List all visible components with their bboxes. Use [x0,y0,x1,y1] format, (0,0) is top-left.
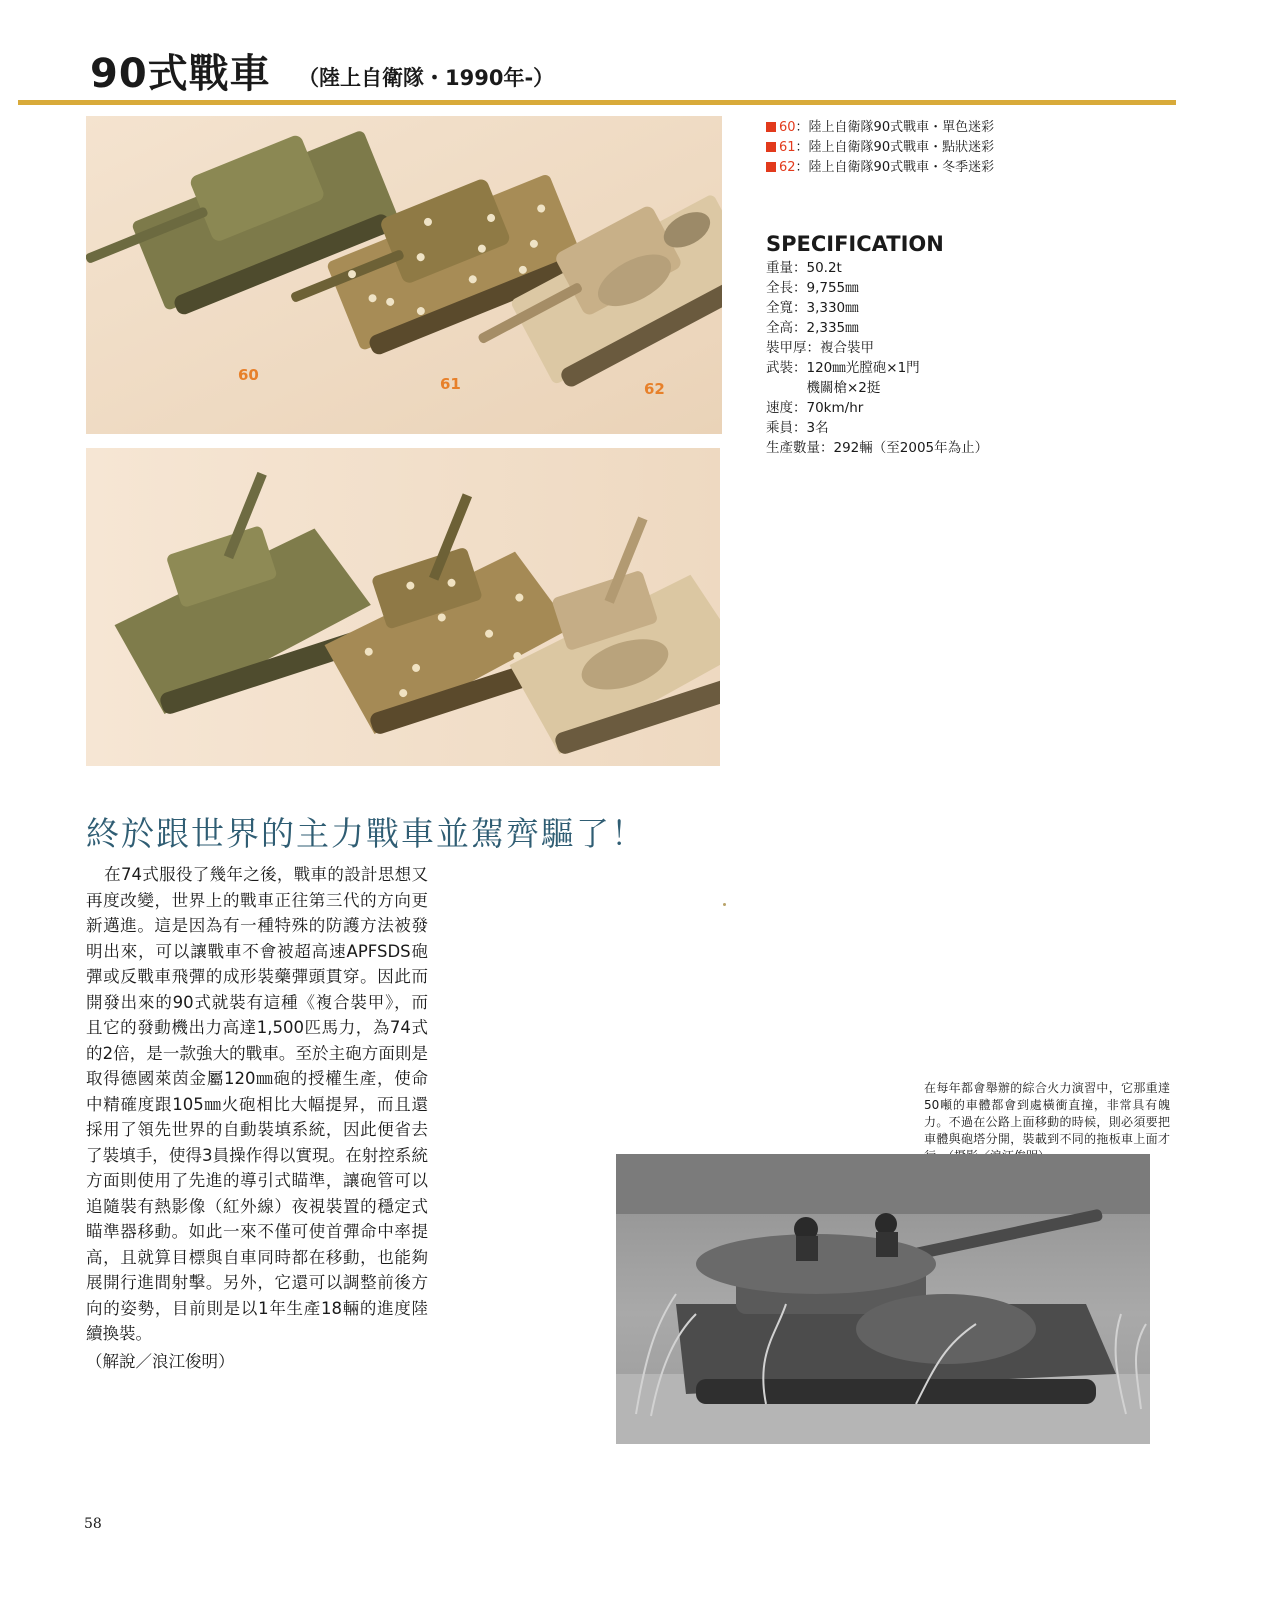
photo-label-60: 60 [238,366,259,384]
spec-heading: SPECIFICATION [766,232,944,256]
spec-row: 速度：70km/hr [766,400,864,416]
article-credit: （解說／浪江俊明） [86,1351,235,1371]
article-headline: 終於跟世界的主力戰車並駕齊驅了！ [86,814,646,853]
page-number: 58 [84,1516,102,1532]
spec-row: 全高：2,335㎜ [766,320,859,336]
color-square-icon [766,142,776,152]
color-square-icon [766,122,776,132]
spec-row: 生產數量：292輛（至2005年為止） [766,440,989,456]
photo-field-exercise [616,1154,1150,1444]
photo-caption: 在每年都會舉辦的綜合火力演習中，它那重達50噸的車體都會到處橫衝直撞，非常具有魄力。不過在公路上面移動的時候，則必須要把車體與砲塔分開，裝載到不同的拖板車上面才 [924,1081,1170,1146]
article-paragraph: 在74式服役了幾年之後，戰車的設計思想又再度改變，世界上的戰車正往第三代的方向更新邁進。這是因為有一種特殊的防護方法被發明出來，可以讓戰車不會被超高速APFSDS砲彈或反戰車飛彈的成形裝藥彈頭貫穿。因此而開發出來的90式就裝有這種《複合裝甲》，而且它的發動機出力高達1,500匹馬力，為74式的2倍，是一款強大的戰車。至於主砲方面則是取得德國萊茵金屬120㎜砲的授權生產，使命中精確度跟105㎜火砲相比大幅提昇，而且還採用了領先世界的自動裝填系統，因此便省去了裝填手，使得3員操作得以實現。在射控系統方面則使用了先進的導引式瞄準，讓砲管可以追隨裝有熱影像（紅外線）夜視裝置的穩定式瞄準器移動。如此一來不僅可使首彈命中率提高，且就算目標與自車同時都在移動，也能夠展開行進間射擊。另外，它還可以調整前後方向的姿勢，目前則是以1年生產18輛的進度陸續換裝。 [86,865,428,1343]
legend-item: 62：陸上自衛隊90式戰車・冬季迷彩 [766,158,994,178]
page-title: 90式戰車 [90,51,271,97]
article-body [86,862,428,1374]
stray-dot [723,903,726,906]
photo-models-top [86,116,722,434]
page-subtitle: （陸上自衛隊・1990年-） [298,66,555,90]
spec-row: 全長：9,755㎜ [766,280,859,296]
color-square-icon [766,162,776,172]
spec-row: 裝甲厚：複合裝甲 [766,340,874,356]
photo-models-front [86,448,720,766]
spec-row: 重量：50.2t [766,260,842,276]
spec-row: 乘員：3名 [766,420,829,436]
legend-item: 60：陸上自衛隊90式戰車・單色迷彩 [766,118,994,138]
legend-item: 61：陸上自衛隊90式戰車・點狀迷彩 [766,138,994,158]
spec-list [766,258,988,458]
spec-row: 武裝：120㎜光膛砲×1門 [766,360,920,376]
spec-row: 全寬：3,330㎜ [766,300,859,316]
header-rule [18,100,1176,105]
variant-legend [766,118,994,178]
spec-row: 機關槍×2挺 [766,380,881,396]
photo-label-62: 62 [644,380,665,398]
photo-label-61: 61 [440,375,461,393]
